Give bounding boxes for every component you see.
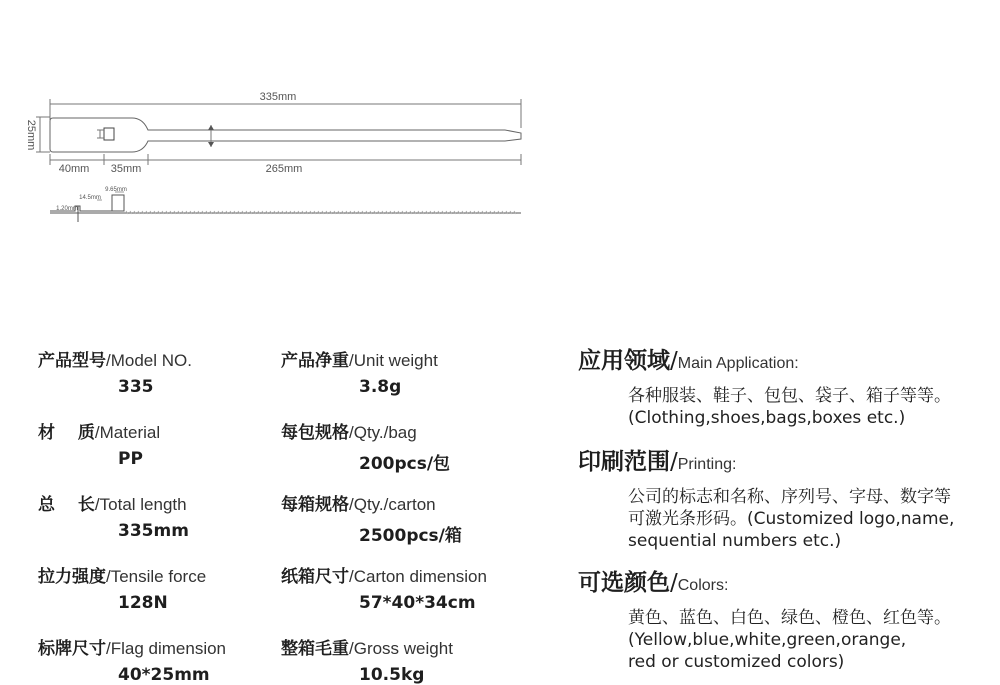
spec-label-en: /Gross weight bbox=[349, 639, 453, 658]
spec-total-length bbox=[38, 495, 189, 541]
spec-carton-dimension bbox=[281, 567, 487, 613]
cable-tie-technical-drawing bbox=[0, 0, 560, 240]
spec-value: 2500pcs/箱 bbox=[359, 526, 462, 546]
spec-label-zh: 产品净重 bbox=[281, 351, 349, 371]
colors-section bbox=[578, 568, 951, 673]
cable-tie-outline bbox=[50, 118, 521, 152]
section-title-en: Colors: bbox=[677, 577, 729, 594]
spec-value: 57*40*34cm bbox=[359, 593, 476, 613]
spec-model bbox=[38, 351, 192, 397]
title-slash: / bbox=[670, 449, 678, 475]
spec-label-en: /Tensile force bbox=[106, 567, 207, 586]
spec-value: 40*25mm bbox=[118, 665, 210, 685]
section-line: (Clothing,shoes,bags,boxes etc.) bbox=[628, 408, 906, 428]
segment-label-head: 40mm bbox=[58, 163, 90, 175]
height-label: 25mm bbox=[25, 119, 37, 151]
segment-label-strap: 265mm bbox=[265, 163, 303, 175]
spec-label-zh: 拉力强度 bbox=[38, 567, 106, 587]
main-application-section bbox=[578, 346, 951, 429]
spec-value: 10.5kg bbox=[359, 665, 425, 685]
spec-label-zh: 总 长 bbox=[38, 495, 95, 515]
spec-unit-weight bbox=[281, 351, 438, 397]
spec-label-zh: 产品型号 bbox=[38, 351, 106, 371]
segment-label-neck: 35mm bbox=[110, 163, 142, 175]
spec-value: 335 bbox=[118, 377, 154, 397]
spec-label-zh: 每箱规格 bbox=[281, 495, 349, 515]
spec-label-en: /Material bbox=[94, 423, 161, 442]
side-dim-label-a: 14.5mm bbox=[79, 195, 101, 201]
section-line: sequential numbers etc.) bbox=[628, 531, 842, 551]
spec-label-zh: 纸箱尺寸 bbox=[281, 567, 349, 587]
section-line: red or customized colors) bbox=[628, 652, 845, 672]
section-line: 公司的标志和名称、序列号、字母、数字等 bbox=[628, 487, 951, 507]
spec-material bbox=[38, 423, 160, 469]
spec-label-en: /Qty./carton bbox=[349, 495, 436, 514]
total-length-label: 335mm bbox=[259, 91, 297, 103]
side-dim-label-c: 1.20mm bbox=[56, 206, 78, 212]
spec-flag-dimension bbox=[38, 639, 226, 685]
section-title-zh: 应用领域 bbox=[578, 348, 670, 374]
spec-qty-carton bbox=[281, 495, 462, 546]
spec-label-zh: 整箱毛重 bbox=[281, 639, 349, 659]
lock-head bbox=[104, 128, 114, 140]
spec-value: 200pcs/包 bbox=[359, 454, 451, 474]
title-slash: / bbox=[670, 348, 678, 374]
spec-gross-weight bbox=[281, 639, 453, 685]
spec-label-en: /Unit weight bbox=[349, 351, 438, 370]
spec-label-en: /Total length bbox=[94, 495, 187, 514]
section-title-en: Main Application: bbox=[677, 355, 799, 372]
spec-label-en: /Carton dimension bbox=[349, 567, 487, 586]
spec-value: 3.8g bbox=[359, 377, 402, 397]
spec-qty-bag bbox=[281, 423, 450, 474]
spec-value: PP bbox=[118, 449, 143, 469]
title-slash: / bbox=[670, 570, 678, 596]
spec-label-zh: 标牌尺寸 bbox=[38, 639, 106, 659]
spec-label-zh: 材 质 bbox=[38, 423, 95, 443]
spec-label-zh: 每包规格 bbox=[281, 423, 349, 443]
spec-tensile-force bbox=[38, 567, 206, 613]
printing-section bbox=[578, 447, 954, 552]
section-line: (Yellow,blue,white,green,orange, bbox=[628, 630, 907, 650]
spec-value: 335mm bbox=[118, 521, 189, 541]
side-dim-label-b: 9.65mm bbox=[105, 187, 127, 193]
section-line: 黄色、蓝色、白色、绿色、橙色、红色等。 bbox=[628, 608, 951, 628]
arrow-bottom bbox=[208, 142, 214, 147]
section-title-zh: 可选颜色 bbox=[578, 570, 670, 596]
spec-label-en: /Model NO. bbox=[106, 351, 192, 370]
arrow-top bbox=[208, 125, 214, 130]
spec-label-en: /Flag dimension bbox=[106, 639, 227, 658]
spec-label-en: /Qty./bag bbox=[349, 423, 417, 442]
spec-value: 128N bbox=[118, 593, 168, 613]
section-title-zh: 印刷范围 bbox=[578, 449, 670, 475]
section-line: 各种服装、鞋子、包包、袋子、箱子等等。 bbox=[628, 386, 951, 406]
section-line: 可激光条形码。(Customized logo,name, bbox=[628, 509, 955, 529]
section-title-en: Printing: bbox=[677, 456, 737, 473]
